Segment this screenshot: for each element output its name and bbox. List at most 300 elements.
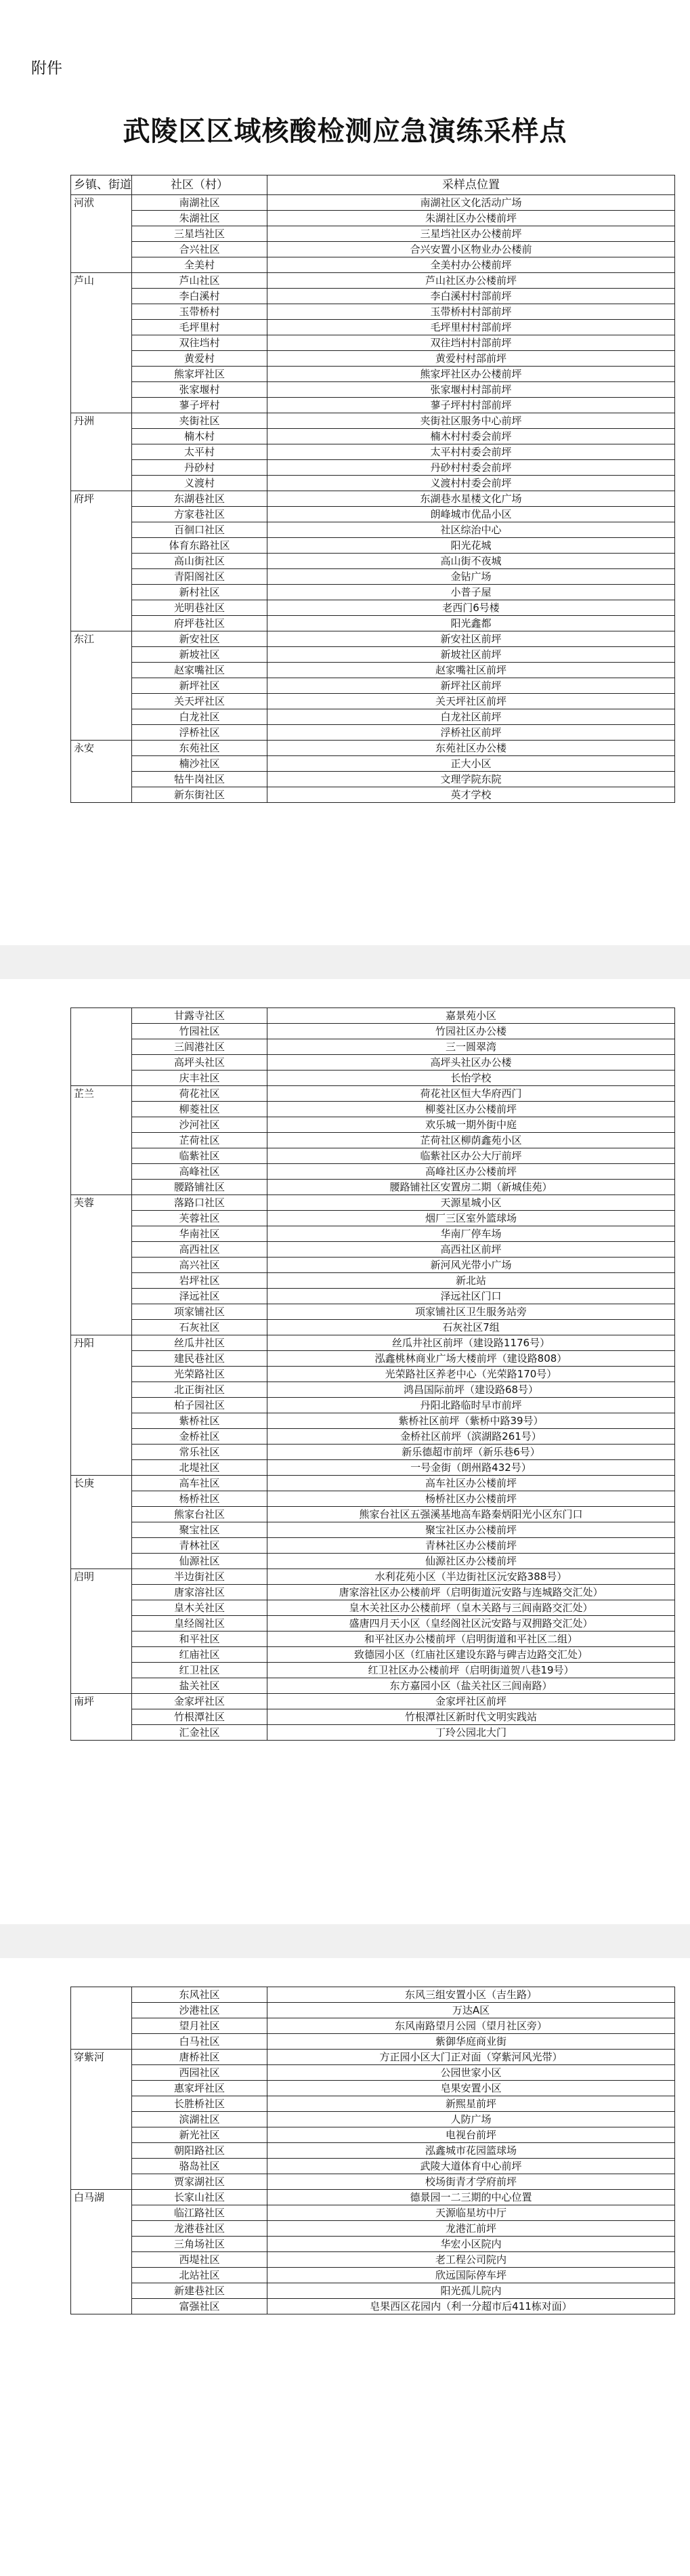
town-cell: 南坪	[71, 1694, 132, 1709]
location-cell: 朗峰城市优品小区	[267, 507, 675, 522]
table-row	[71, 1725, 675, 1741]
location-cell: 紫御华庭商业街	[267, 2034, 675, 2050]
location-cell: 青林社区办公楼前坪	[267, 1538, 675, 1554]
community-cell: 新坪社区	[132, 678, 267, 694]
location-cell: 李白溪村村部前坪	[267, 289, 675, 304]
table-row	[71, 1148, 675, 1164]
community-cell: 项家铺社区	[132, 1304, 267, 1320]
document-title: 武陵区区域核酸检测应急演练采样点	[123, 116, 567, 147]
town-cell	[71, 1133, 132, 1148]
table-row	[71, 1678, 675, 1694]
community-cell: 李白溪村	[132, 289, 267, 304]
community-cell: 临紫社区	[132, 1148, 267, 1164]
town-cell	[71, 1304, 132, 1320]
community-cell: 半边街社区	[132, 1569, 267, 1585]
table-row	[71, 1987, 675, 2003]
location-cell: 临紫社区办公大厅前坪	[267, 1148, 675, 1164]
town-cell	[71, 2112, 132, 2127]
community-cell: 芙蓉社区	[132, 1211, 267, 1226]
community-cell: 望月社区	[132, 2018, 267, 2034]
table-row	[71, 1008, 675, 1024]
town-cell	[71, 647, 132, 663]
community-cell: 三闾港社区	[132, 1039, 267, 1055]
table-row	[71, 226, 675, 242]
table-row	[71, 2205, 675, 2221]
location-cell: 东湖巷水星楼文化广场	[267, 491, 675, 507]
community-cell: 高西社区	[132, 1242, 267, 1258]
community-cell: 三角场社区	[132, 2237, 267, 2252]
location-cell: 泽远社区门口	[267, 1289, 675, 1304]
town-cell: 长庚	[71, 1476, 132, 1491]
community-cell: 金桥社区	[132, 1429, 267, 1445]
community-cell: 熊家台社区	[132, 1507, 267, 1522]
table-row	[71, 1476, 675, 1491]
location-cell: 烟厂三区室外篮球场	[267, 1211, 675, 1226]
community-cell: 竹园社区	[132, 1024, 267, 1039]
community-cell: 白马社区	[132, 2034, 267, 2050]
location-cell: 英才学校	[267, 787, 675, 803]
location-cell: 致德园小区（红庙社区建设东路与碑吉边路交汇处）	[267, 1647, 675, 1663]
table-row	[71, 398, 675, 413]
community-cell: 东湖巷社区	[132, 491, 267, 507]
community-cell: 府坪巷社区	[132, 616, 267, 631]
table-row	[71, 2174, 675, 2190]
table-row	[71, 257, 675, 273]
table-row	[71, 2112, 675, 2127]
table-row	[71, 725, 675, 741]
town-cell	[71, 538, 132, 554]
table-row	[71, 382, 675, 398]
community-cell: 长家山社区	[132, 2190, 267, 2205]
community-cell: 东风社区	[132, 1987, 267, 2003]
town-cell	[71, 1102, 132, 1117]
community-cell: 北堤社区	[132, 1460, 267, 1476]
table-row	[71, 367, 675, 382]
town-cell	[71, 382, 132, 398]
community-cell: 新坡社区	[132, 647, 267, 663]
community-cell: 义渡村	[132, 476, 267, 491]
community-cell: 牯牛岗社区	[132, 772, 267, 787]
community-cell: 全美村	[132, 257, 267, 273]
table-row	[71, 1460, 675, 1476]
town-cell	[71, 2174, 132, 2190]
location-cell: 玉带桥村村部前坪	[267, 304, 675, 320]
community-cell: 沙港社区	[132, 2003, 267, 2018]
table-row	[71, 507, 675, 522]
community-cell: 唐桥社区	[132, 2050, 267, 2065]
table-row	[71, 2003, 675, 2018]
town-cell	[71, 1663, 132, 1678]
table-row	[71, 1320, 675, 1335]
town-cell	[71, 444, 132, 460]
town-cell: 芦山	[71, 273, 132, 289]
table-row	[71, 1071, 675, 1086]
sampling-table-p3	[70, 1987, 675, 2314]
community-cell: 泽远社区	[132, 1289, 267, 1304]
town-cell: 启明	[71, 1569, 132, 1585]
location-cell: 阳光花城	[267, 538, 675, 554]
location-cell: 竹根潭社区新时代文明实践站	[267, 1709, 675, 1725]
community-cell: 关天坪社区	[132, 694, 267, 709]
town-cell: 丹洲	[71, 413, 132, 429]
table-row	[71, 460, 675, 476]
location-cell: 高山街不夜城	[267, 554, 675, 569]
location-cell: 皂果西区花园内（利一分超市后411栋对面）	[267, 2299, 675, 2314]
community-cell: 盐关社区	[132, 1678, 267, 1694]
town-cell	[71, 460, 132, 476]
town-cell	[71, 2143, 132, 2159]
town-cell	[71, 1148, 132, 1164]
town-cell	[71, 335, 132, 351]
location-cell: 张家堰村村部前坪	[267, 382, 675, 398]
town-cell: 芙蓉	[71, 1195, 132, 1211]
location-cell: 泓鑫城市花园篮球场	[267, 2143, 675, 2159]
town-cell	[71, 2237, 132, 2252]
community-cell: 蓼子坪村	[132, 398, 267, 413]
community-cell: 黄爱村	[132, 351, 267, 367]
table-row	[71, 351, 675, 367]
location-cell: 荷花社区恒大华府西门	[267, 1086, 675, 1102]
table-row	[71, 491, 675, 507]
table-row	[71, 1413, 675, 1429]
table-row	[71, 1616, 675, 1632]
community-cell: 青阳阁社区	[132, 569, 267, 585]
page-3	[0, 1958, 690, 2576]
town-cell	[71, 787, 132, 803]
sampling-table-p1	[70, 175, 675, 803]
location-cell: 长怡学校	[267, 1071, 675, 1086]
table-row	[71, 195, 675, 211]
location-cell: 新坡社区前坪	[267, 647, 675, 663]
town-cell	[71, 1585, 132, 1600]
community-cell: 浮桥社区	[132, 725, 267, 741]
table-row	[71, 1367, 675, 1382]
town-cell	[71, 226, 132, 242]
town-cell	[71, 1632, 132, 1647]
table-row	[71, 2143, 675, 2159]
town-cell	[71, 1180, 132, 1195]
table-row	[71, 2283, 675, 2299]
community-cell: 高车社区	[132, 1476, 267, 1491]
table-row	[71, 1507, 675, 1522]
town-cell	[71, 476, 132, 491]
town-cell	[71, 289, 132, 304]
community-cell: 新村社区	[132, 585, 267, 600]
town-cell: 河洑	[71, 195, 132, 211]
location-cell: 合兴安置小区物业办公楼前	[267, 242, 675, 257]
town-cell	[71, 1725, 132, 1741]
community-cell: 丝瓜井社区	[132, 1335, 267, 1351]
table-row	[71, 1429, 675, 1445]
table-row	[71, 663, 675, 678]
table-row	[71, 2299, 675, 2314]
community-cell: 东苑社区	[132, 741, 267, 756]
town-cell	[71, 2221, 132, 2237]
table-row	[71, 741, 675, 756]
town-cell	[71, 367, 132, 382]
community-cell: 荷花社区	[132, 1086, 267, 1102]
table-row	[71, 2190, 675, 2205]
town-cell	[71, 1445, 132, 1460]
community-cell: 唐家溶社区	[132, 1585, 267, 1600]
location-cell: 阳光孤儿院内	[267, 2283, 675, 2299]
location-cell: 电视台前坪	[267, 2127, 675, 2143]
community-cell: 西堤社区	[132, 2252, 267, 2268]
location-cell: 金桥社区前坪（滨湖路261号）	[267, 1429, 675, 1445]
location-cell: 夹街社区服务中心前坪	[267, 413, 675, 429]
town-cell	[71, 1538, 132, 1554]
community-cell: 西园社区	[132, 2065, 267, 2081]
town-cell	[71, 1507, 132, 1522]
town-cell	[71, 554, 132, 569]
community-cell: 三星垱社区	[132, 226, 267, 242]
town-cell	[71, 507, 132, 522]
town-cell	[71, 1039, 132, 1055]
table-row	[71, 2252, 675, 2268]
town-cell	[71, 2018, 132, 2034]
town-cell	[71, 1382, 132, 1398]
location-cell: 龙港汇前坪	[267, 2221, 675, 2237]
table-row	[71, 2159, 675, 2174]
table-row	[71, 476, 675, 491]
page-2	[0, 979, 690, 1924]
location-cell: 紫桥社区前坪（紫桥中路39号）	[267, 1413, 675, 1429]
table-row	[71, 2221, 675, 2237]
table-row	[71, 273, 675, 289]
town-cell	[71, 351, 132, 367]
location-cell: 白龙社区前坪	[267, 709, 675, 725]
community-cell: 建民巷社区	[132, 1351, 267, 1367]
location-cell: 全美村办公楼前坪	[267, 257, 675, 273]
town-cell	[71, 1987, 132, 2003]
location-cell: 石灰社区7组	[267, 1320, 675, 1335]
community-cell: 高山街社区	[132, 554, 267, 569]
community-cell: 和平社区	[132, 1632, 267, 1647]
table-row	[71, 2050, 675, 2065]
town-cell: 永安	[71, 741, 132, 756]
community-cell: 富强社区	[132, 2299, 267, 2314]
location-cell: 和平社区办公楼前坪（启明街道和平社区二组）	[267, 1632, 675, 1647]
table-row	[71, 1289, 675, 1304]
table-row	[71, 1258, 675, 1273]
location-cell: 朱湖社区办公楼前坪	[267, 211, 675, 226]
town-cell	[71, 616, 132, 631]
location-cell: 东风三组安置小区（吉生路）	[267, 1987, 675, 2003]
location-cell: 楠木村村委会前坪	[267, 429, 675, 444]
table-row	[71, 709, 675, 725]
table-row	[71, 1709, 675, 1725]
town-cell	[71, 772, 132, 787]
location-cell: 关天坪社区前坪	[267, 694, 675, 709]
location-cell: 德景园一二三期的中心位置	[267, 2190, 675, 2205]
community-cell: 新光社区	[132, 2127, 267, 2143]
table-row	[71, 1133, 675, 1148]
town-cell	[71, 756, 132, 772]
table-row	[71, 1055, 675, 1071]
table-row	[71, 1335, 675, 1351]
location-cell: 双往垱村村部前坪	[267, 335, 675, 351]
location-cell: 文理学院东院	[267, 772, 675, 787]
community-cell: 光明巷社区	[132, 600, 267, 616]
town-cell	[71, 1289, 132, 1304]
location-cell: 熊家坪社区办公楼前坪	[267, 367, 675, 382]
location-cell: 新乐德超市前坪（新乐巷6号）	[267, 1445, 675, 1460]
community-cell: 皇经阁社区	[132, 1616, 267, 1632]
table-row	[71, 413, 675, 429]
community-cell: 南湖社区	[132, 195, 267, 211]
table-row	[71, 289, 675, 304]
location-cell: 东风南路望月公园（望月社区旁）	[267, 2018, 675, 2034]
community-cell: 临江路社区	[132, 2205, 267, 2221]
town-cell	[71, 1460, 132, 1476]
community-cell: 腰路铺社区	[132, 1180, 267, 1195]
community-cell: 光荣路社区	[132, 1367, 267, 1382]
town-cell	[71, 585, 132, 600]
town-cell	[71, 1709, 132, 1725]
community-cell: 华南社区	[132, 1226, 267, 1242]
table-row	[71, 1600, 675, 1616]
community-cell: 高兴社区	[132, 1258, 267, 1273]
town-cell	[71, 569, 132, 585]
location-cell: 东方嘉园小区（盐关社区三闾南路）	[267, 1678, 675, 1694]
location-cell: 阳光鑫都	[267, 616, 675, 631]
table-row	[71, 1647, 675, 1663]
table-row	[71, 335, 675, 351]
location-cell: 蓼子坪村村部前坪	[267, 398, 675, 413]
community-cell: 汇金社区	[132, 1725, 267, 1741]
column-header: 乡镇、街道	[71, 175, 132, 195]
location-cell: 嘉景苑小区	[267, 1008, 675, 1024]
location-cell: 南湖社区文化活动广场	[267, 195, 675, 211]
table-row	[71, 631, 675, 647]
town-cell	[71, 242, 132, 257]
location-cell: 天源临星坊中厅	[267, 2205, 675, 2221]
community-cell: 北正街社区	[132, 1382, 267, 1398]
community-cell: 骆岛社区	[132, 2159, 267, 2174]
town-cell	[71, 1647, 132, 1663]
community-cell: 紫桥社区	[132, 1413, 267, 1429]
table-row	[71, 647, 675, 663]
sampling-table-p2	[70, 1007, 675, 1741]
table-row	[71, 1351, 675, 1367]
community-cell: 庆丰社区	[132, 1071, 267, 1086]
community-cell: 落路口社区	[132, 1195, 267, 1211]
community-cell: 新安社区	[132, 631, 267, 647]
community-cell: 朱湖社区	[132, 211, 267, 226]
community-cell: 青林社区	[132, 1538, 267, 1554]
town-cell: 府坪	[71, 491, 132, 507]
location-cell: 柳菱社区办公楼前坪	[267, 1102, 675, 1117]
table-row	[71, 1445, 675, 1460]
community-cell: 常乐社区	[132, 1445, 267, 1460]
table-row	[71, 320, 675, 335]
location-cell: 东苑社区办公楼	[267, 741, 675, 756]
location-cell: 浮桥社区前坪	[267, 725, 675, 741]
town-cell	[71, 1429, 132, 1445]
community-cell: 惠家坪社区	[132, 2081, 267, 2096]
table-row	[71, 1039, 675, 1055]
community-cell: 沙河社区	[132, 1117, 267, 1133]
table-row	[71, 1398, 675, 1413]
town-cell	[71, 725, 132, 741]
table-row	[71, 242, 675, 257]
town-cell	[71, 1226, 132, 1242]
location-cell: 金家坪社区前坪	[267, 1694, 675, 1709]
location-cell: 三星垱社区办公楼前坪	[267, 226, 675, 242]
table-row	[71, 444, 675, 460]
location-cell: 人防广场	[267, 2112, 675, 2127]
community-cell: 楠木村	[132, 429, 267, 444]
town-cell	[71, 2205, 132, 2221]
community-cell: 高峰社区	[132, 1164, 267, 1180]
location-cell: 一号金街（朗州路432号）	[267, 1460, 675, 1476]
page-1	[0, 0, 690, 945]
town-cell	[71, 2034, 132, 2050]
table-row	[71, 569, 675, 585]
location-cell: 高峰社区办公楼前坪	[267, 1164, 675, 1180]
town-cell	[71, 2159, 132, 2174]
town-cell	[71, 1351, 132, 1367]
town-cell: 芷兰	[71, 1086, 132, 1102]
location-cell: 欣远国际停车坪	[267, 2268, 675, 2283]
town-cell	[71, 1055, 132, 1071]
community-cell: 朝阳路社区	[132, 2143, 267, 2159]
town-cell	[71, 1273, 132, 1289]
location-cell: 皇木关社区办公楼前坪（皇木关路与三闾南路交汇处）	[267, 1600, 675, 1616]
location-cell: 社区综治中心	[267, 522, 675, 538]
table-row	[71, 2018, 675, 2034]
community-cell: 楠沙社区	[132, 756, 267, 772]
town-cell	[71, 1117, 132, 1133]
town-cell	[71, 304, 132, 320]
table-row	[71, 1538, 675, 1554]
table-row	[71, 1554, 675, 1569]
town-cell	[71, 1164, 132, 1180]
table-row	[71, 554, 675, 569]
location-cell: 小普子屋	[267, 585, 675, 600]
town-cell	[71, 429, 132, 444]
town-cell	[71, 694, 132, 709]
town-cell	[71, 1211, 132, 1226]
table-row	[71, 1211, 675, 1226]
table-row	[71, 1522, 675, 1538]
town-cell	[71, 1616, 132, 1632]
town-cell	[71, 600, 132, 616]
community-cell: 体育东路社区	[132, 538, 267, 554]
location-cell: 芷荷社区柳荫鑫苑小区	[267, 1133, 675, 1148]
table-row	[71, 756, 675, 772]
community-cell: 柏子园社区	[132, 1398, 267, 1413]
community-cell: 杨桥社区	[132, 1491, 267, 1507]
table-row	[71, 1180, 675, 1195]
table-row	[71, 787, 675, 803]
location-cell: 腰路铺社区安置房二期（新城佳苑）	[267, 1180, 675, 1195]
location-cell: 华南厂停车场	[267, 1226, 675, 1242]
location-cell: 盛唐四月天小区（皇经阁社区沅安路与双拥路交汇处）	[267, 1616, 675, 1632]
community-cell: 双往垱村	[132, 335, 267, 351]
attachment-label: 附件	[31, 60, 62, 77]
community-cell: 聚宝社区	[132, 1522, 267, 1538]
community-cell: 柳菱社区	[132, 1102, 267, 1117]
town-cell	[71, 1008, 132, 1024]
community-cell: 太平村	[132, 444, 267, 460]
community-cell: 甘露寺社区	[132, 1008, 267, 1024]
town-cell	[71, 1600, 132, 1616]
community-cell: 新东街社区	[132, 787, 267, 803]
community-cell: 白龙社区	[132, 709, 267, 725]
location-cell: 丁玲公园北大门	[267, 1725, 675, 1741]
community-cell: 红卫社区	[132, 1663, 267, 1678]
